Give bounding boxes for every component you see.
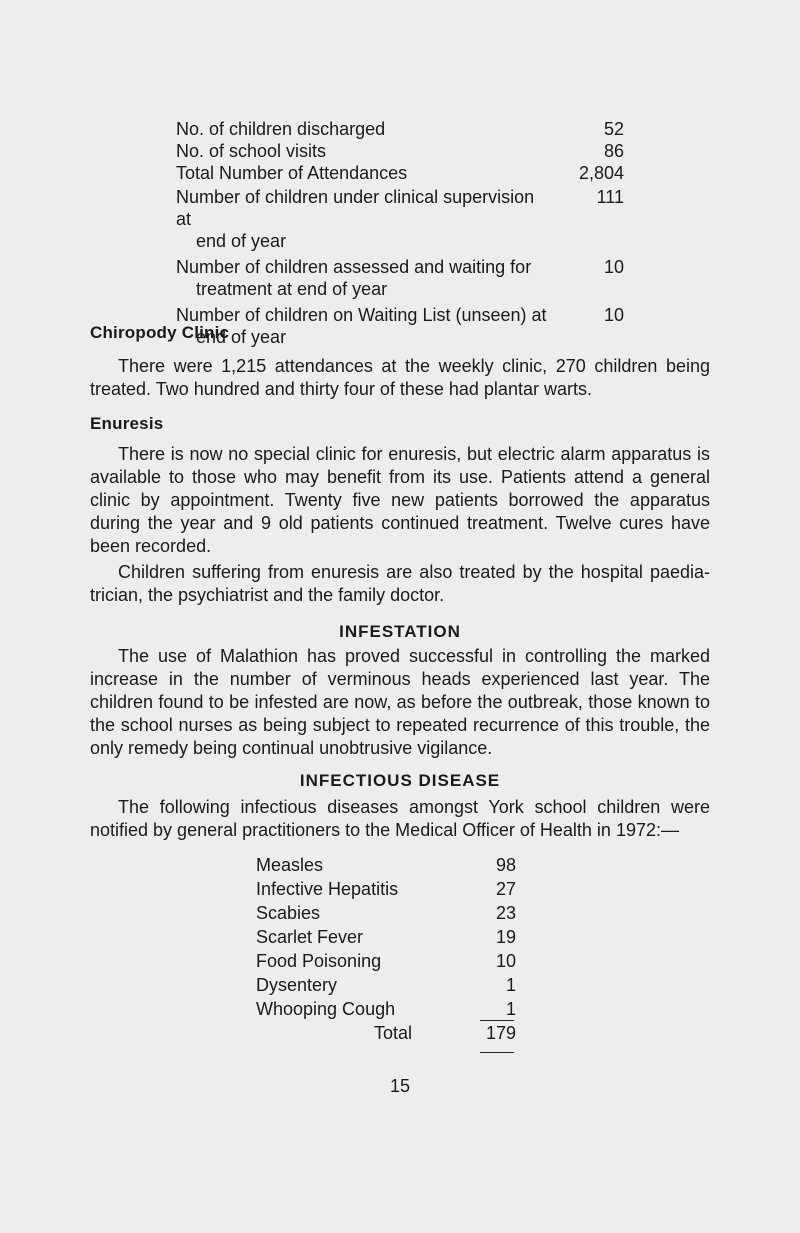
stat-row	[176, 304, 626, 348]
chiropody-paragraph	[90, 355, 710, 401]
stat-label	[176, 304, 554, 348]
stat-label: Total Number of Attendances	[176, 163, 408, 183]
enuresis-text-1: There is now no special clinic for enuresis, but electric alarm apparatus is available to those who may benefit from its use. Patients attend a general clinic by appointment. Twenty five new patients borrowed the apparatus during the year and 9 old patients continued treatment. Twelve cures have been recorded.	[90, 444, 710, 556]
stat-label-line2: treatment at end of year	[196, 279, 388, 299]
stat-label: No. of school visits	[176, 141, 327, 161]
disease-row	[256, 853, 516, 877]
disease-row	[256, 949, 516, 973]
disease-count: 23	[495, 903, 516, 923]
total-label: Total	[373, 1023, 412, 1043]
stat-label	[176, 256, 554, 300]
infectious-text: The following infectious diseases amongst York school children were notified by general practitioners to the Medical Officer of Health in 1972:—	[90, 797, 710, 840]
enuresis-text-2: Children suffering from enuresis are also treated by the hospital paedia-trician, the psychiatrist and the family doctor.	[90, 562, 710, 605]
disease-count: 27	[495, 879, 516, 899]
stat-label-line1: Number of children on Waiting List (unseen) at	[176, 305, 547, 325]
disease-name: Infective Hepatitis	[256, 879, 399, 899]
disease-row	[256, 925, 516, 949]
disease-name: Whooping Cough	[256, 999, 396, 1019]
disease-row	[256, 973, 516, 997]
infestation-text: The use of Malathion has proved successful in controlling the marked increase in the number of verminous heads experienced last year. The children found to be infested are now, as before the outbreak, those known to the school nurses as being subject to repeated recurrence of this trouble, the only remedy being continual unobtrusive vigilance.	[90, 646, 710, 758]
stat-label: No. of children discharged	[176, 119, 386, 139]
total-rule-bottom	[480, 1052, 514, 1053]
infestation-heading: INFESTATION	[339, 622, 461, 641]
stat-row	[176, 140, 626, 162]
stat-label-line1: Number of children under clinical supervision at	[176, 187, 535, 229]
infectious-heading: INFECTIOUS DISEASE	[299, 771, 501, 790]
total-row	[256, 1023, 516, 1044]
stat-row	[176, 162, 626, 184]
disease-count: 98	[495, 855, 516, 875]
stat-label-line2: end of year	[196, 231, 287, 251]
infestation-paragraph	[90, 645, 710, 760]
disease-row	[256, 877, 516, 901]
stat-row	[176, 118, 626, 140]
disease-row	[256, 901, 516, 925]
disease-name: Measles	[256, 855, 324, 875]
stat-value: 111	[596, 187, 624, 207]
page-number: 15	[389, 1076, 411, 1096]
disease-count: 10	[495, 951, 516, 971]
stat-value: 52	[603, 119, 624, 139]
enuresis-heading: Enuresis	[90, 414, 164, 433]
disease-count: 1	[505, 975, 516, 995]
disease-name: Scabies	[256, 903, 321, 923]
stat-value: 2,804	[578, 163, 624, 183]
stat-value: 10	[603, 305, 624, 325]
stat-row	[176, 186, 626, 252]
enuresis-paragraph-1	[90, 443, 710, 558]
disease-row	[256, 997, 516, 1021]
disease-count: 19	[495, 927, 516, 947]
stat-row	[176, 256, 626, 300]
stat-value: 86	[603, 141, 624, 161]
disease-name: Dysentery	[256, 975, 338, 995]
stats-list	[176, 118, 626, 352]
enuresis-paragraph-2	[90, 561, 710, 607]
disease-count: 1	[505, 999, 516, 1019]
chiropody-heading: Chiropody Clinic	[90, 323, 230, 342]
total-value: 179	[485, 1023, 516, 1043]
stat-label-line1: Number of children assessed and waiting for	[176, 257, 532, 277]
chiropody-text: There were 1,215 attendances at the weekly clinic, 270 children being treated. Two hundred and thirty four of these had plantar warts.	[90, 356, 710, 399]
infectious-paragraph	[90, 796, 710, 842]
stat-value: 10	[603, 257, 624, 277]
disease-table	[256, 853, 516, 1021]
stat-label-line2: end of year	[196, 327, 287, 347]
disease-name: Food Poisoning	[256, 951, 382, 971]
stat-label	[176, 186, 554, 252]
total-rule-top	[480, 1020, 514, 1021]
disease-name: Scarlet Fever	[256, 927, 364, 947]
